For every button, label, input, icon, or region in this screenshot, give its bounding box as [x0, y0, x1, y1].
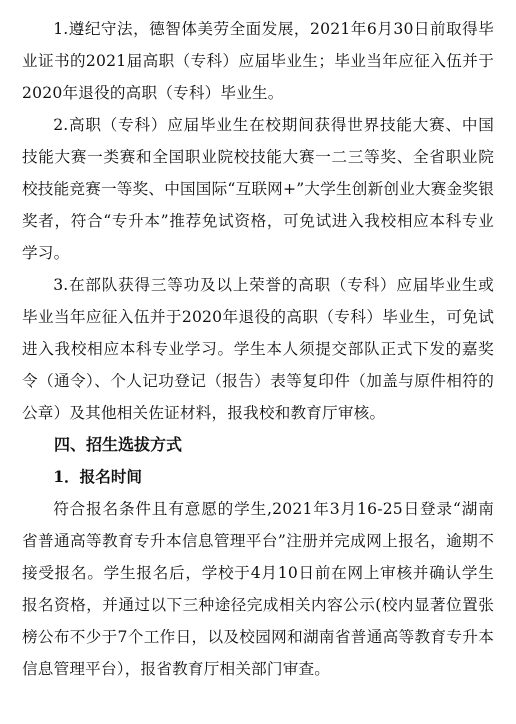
- paragraph-registration-time: 符合报名条件且有意愿的学生,2021年3月16-25日登录“湖南省普通高等教育专升本信息管理平台”注册并完成网上报名，逾期不接受报名。学生报名后，学校于4月10日前在网上审核并确认学生报名资格，并通过以下三种途径完成相关内容公示(校内显著位置张榜公布不少于7个工作日，以及校园网和湖南省普通高等教育专升本信息管理平台），报省教育厅相关部门审查。: [22, 500, 494, 678]
- subsection-heading: 1．报名时间: [53, 467, 143, 486]
- paragraph-criteria-2: 2.高职（专科）应届毕业生在校期间获得世界技能大赛、中国技能大赛一类赛和全国职业院校技能大赛一二三等奖、全省职业院校技能竞赛一等奖、中国国际“互联网+”大学生创新创业大赛金奖银奖者，符合“专升本”推荐免试资格，可免试进入我校相应本科专业学习。: [22, 116, 494, 262]
- paragraph-criteria-1: 1.遵纪守法，德智体美劳全面发展，2021年6月30日前取得毕业证书的2021届高职（专科）应届毕业生；毕业当年应征入伍并于2020年退役的高职（专科）毕业生。: [22, 20, 494, 102]
- paragraph-criteria-3: 3.在部队获得三等功及以上荣誉的高职（专科）应届毕业生或毕业当年应征入伍并于2020年退役的高职（专科）毕业生，可免试进入我校相应本科专业学习。学生本人须提交部队正式下发的嘉奖令（通令）、个人记功登记（报告）表等复印件（加盖与原件相符的公章）及其他相关佐证材料，报我校和教育厅审核。: [22, 276, 494, 422]
- section-heading: 四、招生选拔方式: [54, 435, 183, 454]
